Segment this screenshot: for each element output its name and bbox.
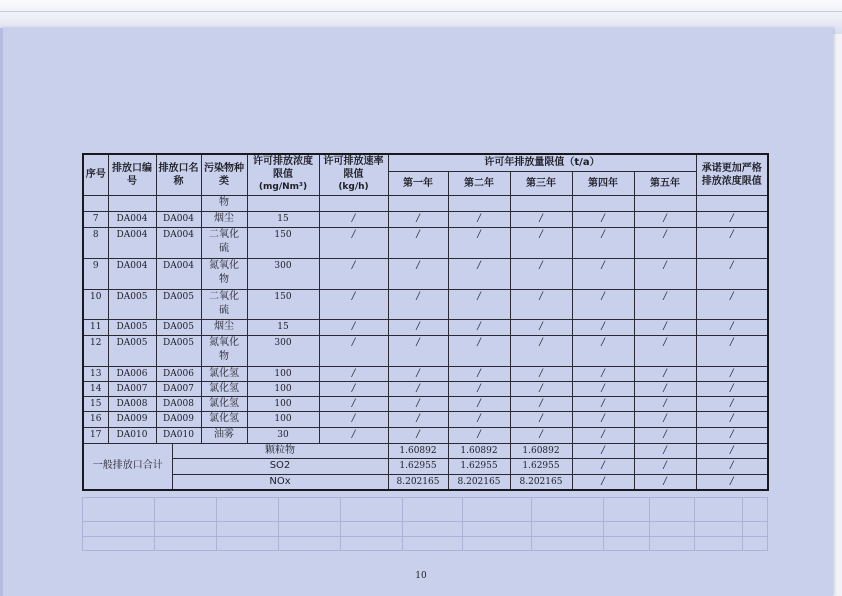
cell-outlet-name: DA007: [156, 381, 201, 396]
cell-stricter: /: [696, 381, 768, 396]
ghost-cell: [279, 522, 341, 537]
cell-year-2: /: [448, 427, 510, 443]
ghost-cell: [155, 498, 217, 522]
ghost-cell: [695, 498, 743, 522]
cell-year-2: /: [448, 366, 510, 381]
ghost-cell: [604, 498, 650, 522]
cell-year-2: /: [448, 289, 510, 319]
cell-rate-limit: /: [319, 381, 388, 396]
cell-pollutant: [201, 335, 247, 366]
ghost-cell: [743, 537, 768, 551]
ghost-cell: [695, 522, 743, 537]
table-row: [83, 258, 768, 289]
cell-year-4: /: [572, 427, 634, 443]
cell-year-2: /: [448, 396, 510, 411]
cell-year-1: /: [388, 411, 448, 427]
cell-outlet-no: DA005: [108, 319, 156, 335]
cell-outlet-name: DA005: [156, 319, 201, 335]
sheet-edge-line: [0, 11, 842, 12]
header-conc-unit: (mg/Nm³): [258, 182, 308, 193]
ghost-cell: [341, 498, 403, 522]
header-pollutant-label: 污染物种类: [204, 162, 244, 187]
cell-year-1: /: [388, 396, 448, 411]
cell-seq: 12: [83, 335, 108, 366]
cell-year-3: /: [510, 427, 572, 443]
cell-pollutant-text: 烟尘: [214, 212, 234, 224]
ghost-cell: [403, 537, 463, 551]
cell-outlet-name: [156, 195, 201, 211]
cell-outlet-name: DA004: [156, 258, 201, 289]
cell-outlet-name: DA004: [156, 227, 201, 258]
ghost-cell: [279, 537, 341, 551]
cell-pollutant-text: 物: [219, 196, 229, 208]
cell-stricter: /: [696, 258, 768, 289]
cell-year-3: /: [510, 366, 572, 381]
cell-conc-limit: 15: [247, 211, 319, 227]
cell-year-5: /: [634, 335, 696, 366]
cell-conc-limit: 300: [247, 335, 319, 366]
cell-year-4: /: [572, 227, 634, 258]
header-stricter: [696, 154, 768, 195]
cell-year-3: /: [510, 289, 572, 319]
cell-seq: 8: [83, 227, 108, 258]
summary-year-3: 8.202165: [510, 474, 572, 490]
ghost-cell: [650, 522, 695, 537]
cell-rate-limit: /: [319, 227, 388, 258]
cell-stricter: /: [696, 366, 768, 381]
ghost-cell: [403, 498, 463, 522]
ghost-cell: [650, 498, 695, 522]
cell-conc-limit: 30: [247, 427, 319, 443]
cell-outlet-name: DA005: [156, 335, 201, 366]
cell-seq: 16: [83, 411, 108, 427]
summary-year-1: 1.62955: [388, 458, 448, 474]
cell-pollutant: [201, 227, 247, 258]
ghost-cell: [695, 537, 743, 551]
cell-year-2: /: [448, 335, 510, 366]
cell-pollutant-text: 氯化氢: [209, 382, 239, 394]
summary-year-5: /: [634, 474, 696, 490]
cell-outlet-no: DA008: [108, 396, 156, 411]
cell-outlet-no: DA007: [108, 381, 156, 396]
cell-year-5: /: [634, 211, 696, 227]
cell-rate-limit: /: [319, 289, 388, 319]
ghost-cell: [83, 537, 155, 551]
cell-year-4: /: [572, 319, 634, 335]
table-row: [83, 427, 768, 443]
cell-year-1: [388, 195, 448, 211]
ghost-cell: [650, 537, 695, 551]
cell-rate-limit: /: [319, 411, 388, 427]
cell-year-3: /: [510, 335, 572, 366]
ghost-cell: [155, 537, 217, 551]
cell-year-2: /: [448, 319, 510, 335]
cell-year-4: /: [572, 289, 634, 319]
ghost-cell: [217, 522, 279, 537]
ghost-cell: [279, 498, 341, 522]
cell-year-4: /: [572, 335, 634, 366]
cell-rate-limit: /: [319, 211, 388, 227]
cell-conc-limit: [247, 195, 319, 211]
ghost-cell: [604, 537, 650, 551]
ghost-row: [83, 522, 768, 537]
ghost-cell: [463, 522, 532, 537]
header-outlet-no-label: 排放口编号: [112, 162, 152, 187]
header-rate-limit-label: 许可排放速率限值: [323, 156, 384, 181]
cell-rate-limit: /: [319, 427, 388, 443]
cell-outlet-no: DA006: [108, 366, 156, 381]
cell-year-2: /: [448, 411, 510, 427]
cell-outlet-no: DA004: [108, 227, 156, 258]
header-stricter-label: 承诺更加严格排放浓度限值: [701, 162, 762, 187]
summary-row: [83, 474, 768, 490]
table-row: [83, 289, 768, 319]
cell-year-4: /: [572, 211, 634, 227]
ghost-cell: [403, 522, 463, 537]
ghost-row: [83, 498, 768, 522]
table-header: [83, 154, 768, 195]
cell-year-5: /: [634, 258, 696, 289]
summary-year-2: 8.202165: [448, 474, 510, 490]
cell-year-3: /: [510, 381, 572, 396]
ghost-cell: [463, 537, 532, 551]
cell-year-4: /: [572, 411, 634, 427]
cell-year-5: /: [634, 319, 696, 335]
cell-pollutant: [201, 195, 247, 211]
cell-year-5: /: [634, 381, 696, 396]
ghost-cell: [532, 522, 604, 537]
summary-pollutant: SO2: [172, 458, 388, 474]
cell-outlet-no: DA005: [108, 335, 156, 366]
cell-rate-limit: /: [319, 319, 388, 335]
header-year-5: 第五年: [634, 171, 696, 195]
header-year-1: 第一年: [388, 171, 448, 195]
cell-stricter: /: [696, 211, 768, 227]
cell-conc-limit: 100: [247, 381, 319, 396]
cell-conc-limit: 300: [247, 258, 319, 289]
ghost-cell: [743, 498, 768, 522]
table-row: [83, 381, 768, 396]
cell-year-5: /: [634, 396, 696, 411]
cell-year-3: /: [510, 396, 572, 411]
table-body: [83, 195, 768, 490]
header-outlet-name-label: 排放口名称: [158, 162, 199, 187]
cell-year-3: /: [510, 211, 572, 227]
cell-outlet-name: DA006: [156, 366, 201, 381]
cell-pollutant: [201, 289, 247, 319]
cell-year-1: /: [388, 258, 448, 289]
header-seq: 序号: [83, 154, 108, 195]
cell-pollutant: [201, 396, 247, 411]
emission-limit-table: [82, 153, 769, 491]
ghost-cell: [217, 537, 279, 551]
header-rate-unit: (kg/h): [338, 182, 369, 193]
page-left-edge: [0, 28, 3, 596]
cell-stricter: /: [696, 396, 768, 411]
header-conc-limit: [247, 154, 319, 195]
ghost-cell: [532, 537, 604, 551]
cell-year-1: /: [388, 335, 448, 366]
cell-rate-limit: [319, 195, 388, 211]
cell-year-2: [448, 195, 510, 211]
cell-pollutant-text: 氮氧化物: [209, 259, 239, 285]
cell-rate-limit: /: [319, 396, 388, 411]
summary-label: 一般排放口合计: [83, 443, 172, 490]
cell-year-4: /: [572, 381, 634, 396]
cell-stricter: /: [696, 227, 768, 258]
cell-seq: 15: [83, 396, 108, 411]
table-row: [83, 211, 768, 227]
cell-seq: 11: [83, 319, 108, 335]
cell-year-5: /: [634, 227, 696, 258]
ghost-cell: [341, 537, 403, 551]
cell-year-1: /: [388, 227, 448, 258]
cell-year-5: /: [634, 411, 696, 427]
table-row: [83, 366, 768, 381]
summary-year-4: /: [572, 458, 634, 474]
summary-row: [83, 458, 768, 474]
cell-year-2: /: [448, 258, 510, 289]
cell-year-1: /: [388, 427, 448, 443]
cell-year-1: /: [388, 211, 448, 227]
cell-stricter: /: [696, 335, 768, 366]
cell-year-4: [572, 195, 634, 211]
cell-pollutant: [201, 258, 247, 289]
cell-outlet-name: DA004: [156, 211, 201, 227]
cell-pollutant: [201, 427, 247, 443]
cell-conc-limit: 15: [247, 319, 319, 335]
ghost-cell: [463, 498, 532, 522]
summary-year-3: 1.62955: [510, 458, 572, 474]
cell-year-2: /: [448, 227, 510, 258]
cell-conc-limit: 150: [247, 289, 319, 319]
cell-pollutant-text: 氯化氢: [209, 412, 239, 424]
cell-outlet-name: DA005: [156, 289, 201, 319]
cell-year-1: /: [388, 289, 448, 319]
cell-pollutant-text: 氯化氢: [209, 367, 239, 379]
table-row: [83, 227, 768, 258]
cell-pollutant-text: 氯化氢: [209, 397, 239, 409]
summary-stricter: /: [696, 474, 768, 490]
summary-stricter: /: [696, 443, 768, 458]
cell-stricter: /: [696, 289, 768, 319]
header-conc-limit-label: 许可排放浓度限值: [253, 156, 313, 181]
cell-outlet-name: DA008: [156, 396, 201, 411]
summary-year-2: 1.62955: [448, 458, 510, 474]
cell-pollutant: [201, 366, 247, 381]
cell-seq: 14: [83, 381, 108, 396]
cell-pollutant-text: 二氧化硫: [209, 290, 239, 316]
summary-year-1: 8.202165: [388, 474, 448, 490]
header-outlet-no: [108, 154, 156, 195]
summary-year-4: /: [572, 474, 634, 490]
header-year-3: 第三年: [510, 171, 572, 195]
cell-year-5: /: [634, 427, 696, 443]
summary-pollutant: NOx: [172, 474, 388, 490]
header-year-4: 第四年: [572, 171, 634, 195]
summary-stricter: /: [696, 458, 768, 474]
cell-year-3: /: [510, 227, 572, 258]
cell-pollutant: [201, 411, 247, 427]
cell-pollutant-text: 氮氧化物: [209, 336, 239, 362]
cell-outlet-name: DA010: [156, 427, 201, 443]
table-row: [83, 411, 768, 427]
summary-pollutant: 颗粒物: [172, 443, 388, 458]
ghost-cell: [83, 498, 155, 522]
summary-year-2: 1.60892: [448, 443, 510, 458]
cell-pollutant: [201, 319, 247, 335]
cell-year-2: /: [448, 211, 510, 227]
cell-outlet-no: DA009: [108, 411, 156, 427]
ghost-cell: [532, 498, 604, 522]
cell-conc-limit: 150: [247, 227, 319, 258]
bleed-through-ghost-table: [82, 497, 768, 551]
cell-pollutant: [201, 381, 247, 396]
ghost-cell: [743, 522, 768, 537]
ghost-cell: [217, 498, 279, 522]
page-number: 10: [415, 571, 427, 581]
cell-rate-limit: /: [319, 366, 388, 381]
cell-year-5: /: [634, 289, 696, 319]
cell-seq: 7: [83, 211, 108, 227]
cell-seq: 9: [83, 258, 108, 289]
header-row-1: [83, 154, 768, 171]
cell-stricter: /: [696, 411, 768, 427]
cell-year-1: /: [388, 366, 448, 381]
cell-year-4: /: [572, 258, 634, 289]
header-pollutant: [201, 154, 247, 195]
cell-conc-limit: 100: [247, 366, 319, 381]
cell-year-3: /: [510, 411, 572, 427]
cell-year-4: /: [572, 366, 634, 381]
cell-outlet-no: DA010: [108, 427, 156, 443]
ghost-cell: [604, 522, 650, 537]
cell-pollutant-text: 烟尘: [214, 320, 234, 332]
cell-year-1: /: [388, 319, 448, 335]
cell-year-3: /: [510, 258, 572, 289]
summary-year-5: /: [634, 443, 696, 458]
cell-year-3: [510, 195, 572, 211]
ghost-cell: [341, 522, 403, 537]
summary-year-4: /: [572, 443, 634, 458]
cell-conc-limit: 100: [247, 396, 319, 411]
cell-year-5: [634, 195, 696, 211]
cell-year-1: /: [388, 381, 448, 396]
cell-outlet-no: DA004: [108, 258, 156, 289]
cell-seq: 10: [83, 289, 108, 319]
ghost-cell: [83, 522, 155, 537]
cell-seq: 17: [83, 427, 108, 443]
summary-year-5: /: [634, 458, 696, 474]
summary-year-3: 1.60892: [510, 443, 572, 458]
cell-conc-limit: 100: [247, 411, 319, 427]
cell-rate-limit: /: [319, 258, 388, 289]
table-row: [83, 396, 768, 411]
header-rate-limit: [319, 154, 388, 195]
cell-stricter: [696, 195, 768, 211]
header-year-2: 第二年: [448, 171, 510, 195]
cell-rate-limit: /: [319, 335, 388, 366]
cell-year-3: /: [510, 319, 572, 335]
cell-pollutant-text: 二氧化硫: [209, 228, 239, 254]
cell-seq: [83, 195, 108, 211]
cell-outlet-name: DA009: [156, 411, 201, 427]
cell-year-2: /: [448, 381, 510, 396]
cell-year-5: /: [634, 366, 696, 381]
cell-stricter: /: [696, 427, 768, 443]
cell-pollutant-text: 油雾: [214, 428, 234, 440]
cell-outlet-no: DA005: [108, 289, 156, 319]
ghost-cell: [155, 522, 217, 537]
summary-row: [83, 443, 768, 458]
header-outlet-name: [156, 154, 201, 195]
cell-outlet-no: DA004: [108, 211, 156, 227]
cell-seq: 13: [83, 366, 108, 381]
cell-year-4: /: [572, 396, 634, 411]
continued-row: [83, 195, 768, 211]
cell-pollutant: [201, 211, 247, 227]
table-row: [83, 335, 768, 366]
header-annual-limit: 许可年排放量限值（t/a）: [388, 154, 696, 171]
cell-outlet-no: [108, 195, 156, 211]
summary-year-1: 1.60892: [388, 443, 448, 458]
table-row: [83, 319, 768, 335]
ghost-body: [83, 498, 768, 551]
ghost-row: [83, 537, 768, 551]
cell-stricter: /: [696, 319, 768, 335]
